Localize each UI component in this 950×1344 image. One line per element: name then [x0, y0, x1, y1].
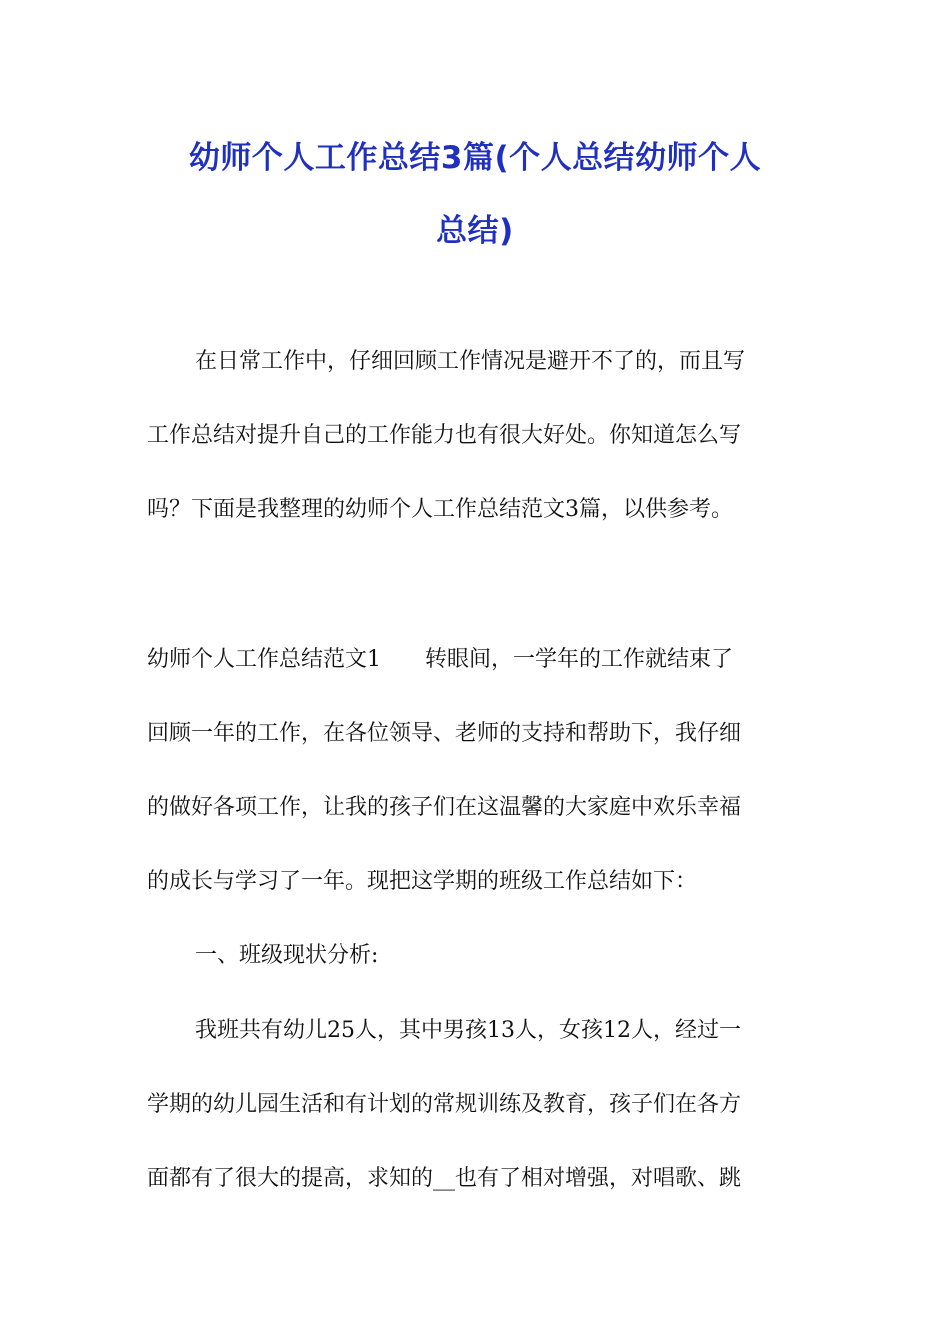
paragraph2-line-1: 我班共有幼儿25人，其中男孩13人，女孩12人，经过一: [195, 1018, 741, 1043]
intro-line-1: 在日常工作中，仔细回顾工作情况是避开不了的，而且写: [195, 349, 746, 374]
intro-line-3: 吗？下面是我整理的幼师个人工作总结范文3篇，以供参考。: [147, 497, 733, 522]
paragraph2-line-3: 面都有了很大的提高，求知的__也有了相对增强，对唱歌、跳: [147, 1166, 742, 1191]
document-title-line-2: 总结): [436, 213, 514, 249]
section1-line-2: 回顾一年的工作，在各位领导、老师的支持和帮助下，我仔细: [147, 721, 742, 746]
section1-line-1: 幼师个人工作总结范文1 转眼间，一学年的工作就结束了: [147, 647, 733, 672]
section1-line-4: 的成长与学习了一年。现把这学期的班级工作总结如下：: [147, 869, 698, 894]
paragraph2-line-2: 学期的幼儿园生活和有计划的常规训练及教育，孩子们在各方: [147, 1092, 742, 1117]
intro-line-2: 工作总结对提升自己的工作能力也有很大好处。你知道怎么写: [147, 423, 742, 448]
section1-line-3: 的做好各项工作，让我的孩子们在这温馨的大家庭中欢乐幸福: [147, 795, 742, 820]
document-title-line-1: 幼师个人工作总结3篇(个人总结幼师个人: [188, 140, 762, 176]
section-heading: 一、班级现状分析:: [195, 943, 379, 968]
